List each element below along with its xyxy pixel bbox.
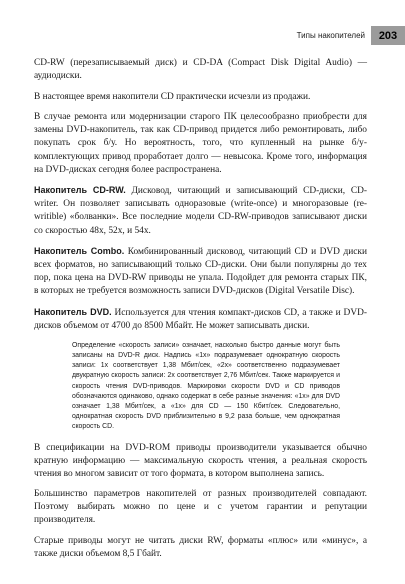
- paragraph-cd-rw-drive: Накопитель CD-RW. Дисковод, читающий и записывающий CD-диски, CD-writer. Он позволяет записывать одноразовые (write-once) и многоразовые (re-writible) «болванки». Все последние модели CD-RW-приводов записывают диски со скоростью 48x, 52x, и 54x.: [34, 185, 367, 236]
- paragraph-repair-advice: В случае ремонта или модернизации старого ПК целесообразно приобрести для замены DVD-накопитель, так как CD-привод придется либо ремонтировать, либо покупать срок б/у. Но вероятность, того, что купленный на рынке б/у-комплектующих привод проработает долго — невысока. Кроме того, информация на DVD-дисках сегодня более распространена.: [34, 112, 367, 175]
- paragraph-combo-drive: Накопитель Combo. Комбинированный дисковод, читающий CD и DVD диски всех форматов, но записывающий только CD-диски. Они были популярны до тех пор, пока цена на DVD-RW приводы не упала. Подойдет для ремонта старых ПК, в которых не требуется возможность записи DVD-дисков (Digital Versatile Disc).: [34, 246, 367, 297]
- term-combo: Накопитель Combo.: [34, 246, 125, 257]
- term-dvd: Накопитель DVD.: [34, 307, 112, 317]
- page-body: [34, 57, 367, 569]
- paragraph-manufacturers: Большинство параметров накопителей от разных производителей совпадают. Поэтому выбирать можно по цене и с учетом гарантии и репутации производителя.: [34, 489, 367, 526]
- page-number: 203: [371, 26, 405, 45]
- paragraph-cd-rw-da: CD-RW (перезаписываемый диск) и CD-DA (Compact Disk Digital Audio) — аудиодиски.: [34, 58, 367, 82]
- section-title: Типы накопителей: [296, 31, 365, 40]
- paragraph-old-drives: Старые приводы могут не читать диски RW, форматы «плюс» или «минус», а также диски объемом 8,5 Гбайт.: [34, 536, 367, 560]
- paragraph-dvd-drive: Накопитель DVD. Используется для чтения компакт-дисков CD, а также и DVD-дисков объемом от 4700 до 8500 Мбайт. Не может записывать диски.: [34, 307, 367, 332]
- note-write-speed: Определение «скорость записи» означает, насколько быстро данные могут быть записаны на DVD-R диск. Надпись «1x» подразумевает однократную скорость записи: 1x соответствует 1,38 Мбит/сек, «2x» соответственно подразумевает двукратную скорость записи: 2x соответствует 2,76 Мбит/сек. Также маркируется и скорость чтения DVD-приводов. Маркировки скорости DVD и CD приводов обозначаются одинаково, однако содержат в себе разные значения: «1x» для DVD означает 1,38 Мбит/сек, а «1x» для CD — 150 Кбит/сек. Следовательно, однократная скорость DVD приблизительно в 9,2 раза больше, чем однократная скорость CD.: [72, 341, 340, 431]
- running-header: [276, 26, 405, 45]
- paragraph-cd-disappeared: В настоящее время накопители CD практически исчезли из продажи.: [34, 91, 311, 102]
- paragraph-dvd-rom-spec: В спецификации на DVD-ROM приводы производители указывается обычно кратную информацию — максимальную скорость чтения, а реальная скорость чтения во многом зависит от того формата, в котором выполнена запись.: [34, 442, 367, 479]
- term-cd-rw: Накопитель CD-RW.: [34, 185, 126, 196]
